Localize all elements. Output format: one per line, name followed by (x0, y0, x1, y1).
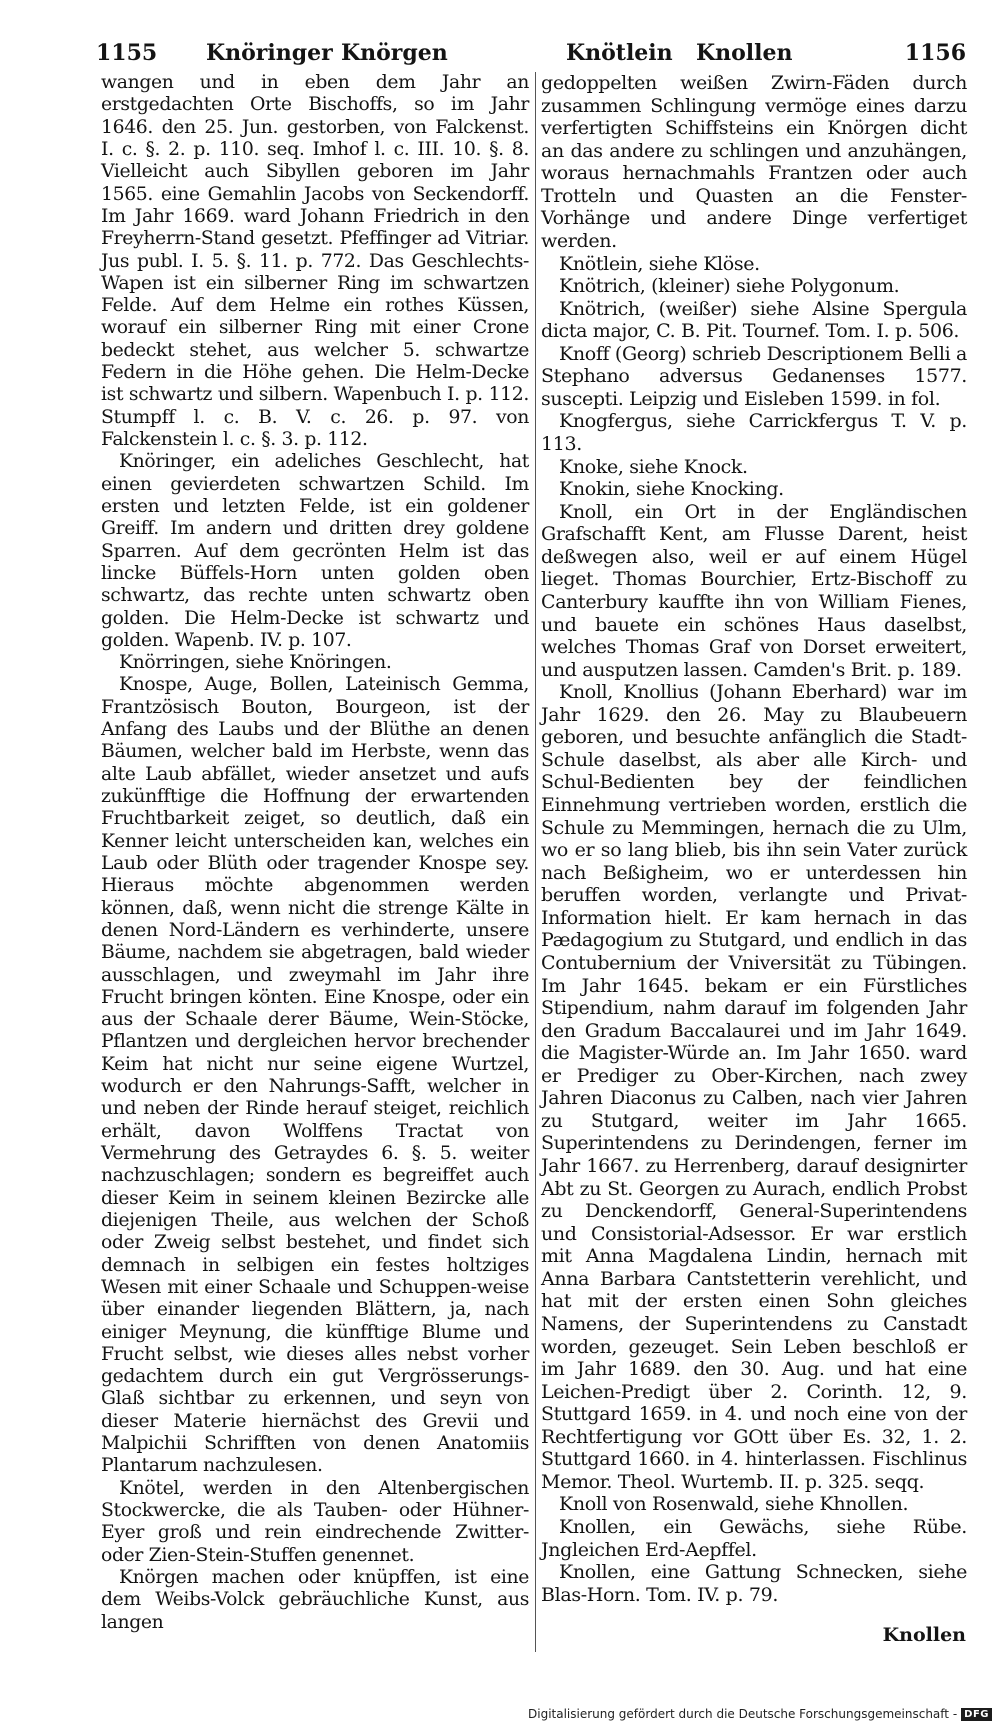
dictionary-entry: Knötlein, siehe Klöse. (559, 252, 760, 275)
footer-credit-text: Digitalisierung gefördert durch die Deutsche Forschungsgemeinschaft - (528, 1707, 958, 1721)
left-column (101, 72, 529, 1634)
running-head-right-1: Knötlein (566, 40, 673, 66)
right-column (541, 72, 967, 1606)
digitization-footer (528, 1707, 992, 1721)
dictionary-entry: Knollen, ein Gewächs, siehe Rübe. Jngleichen Erd-Aepffel. (541, 1516, 967, 1561)
column-divider (535, 72, 536, 1652)
dictionary-entry: Knospe, Auge, Bollen, Lateinisch Gemma, Frantzösisch Bouton, Bourgeon, ist der Anfang des Laubs und der Blüthe an denen Bäumen, welcher bald im Herbste, wenn das alte Laub abfället, wieder ansetzet und aufs zukünfftige die Hoffnung der erwartenden Fruchtbarkeit zeiget, so deutlich, daß ein Kenner leicht unterscheiden kan, welches ein Laub oder Blüth oder tragender Knospe sey. Hieraus möchte abgenommen werden können, daß, wenn nicht die strenge Kälte in denen Nord-Ländern es verhinderte, unsere Bäume, nachdem sie abgetragen, bald wieder ausschlagen, und zweymahl im Jahr ihre Frucht bringen könten. Eine Knospe, oder ein aus der Schaale derer Bäume, Wein-Stöcke, Pflantzen und dergleichen hervor brechender Keim hat nicht nur seine eigene Wurtzel, wodurch er den Nahrungs-Safft, welcher in und neben der Rinde herauf steiget, reichlich erhält, davon Wolffens Tractat von Vermehrung des Getraydes 6. §. 5. weiter nachzuschlagen; sondern es begreiffet auch dieser Keim in seinem kleinen Bezircke alle diejenigen Theile, aus welchen der Schoß oder Zweig selbst bestehet, und findet sich demnach in selbigen ein festes holtziges Wesen mit einer Schaale und Schuppen-weise über einander liegenden Blättern, ja, nach einiger Meynung, die künfftige Blume und Frucht selbst, wie dieses alles nebst vorher gedachtem durch ein gut Vergrösserungs-Glaß sichtbar zu erkennen, und seyn von dieser Materie hiernächst des Grevii und Malpichii Schrifften von denen Anatomiis Plantarum nachzulesen. (101, 674, 529, 1477)
running-head-right-2: Knollen (696, 40, 793, 66)
dictionary-entry: Knötel, werden in den Altenbergischen Stockwercke, die als Tauben- oder Hühner-Eyer groß und rein eindrechende Zwitter- oder Zien-Stein-Stuffen genennet. (101, 1477, 529, 1566)
dictionary-entry: Knoll, ein Ort in der Engländischen Grafschafft Kent, am Flusse Darent, heist deßwegen also, weil er auf einem Hügel lieget. Thomas Bourchier, Ertz-Bischoff zu Canterbury kauffte ihn von William Fienes, und bauete ein schönes Haus daselbst, welches Thomas Graf von Dorset erweitert, und ausputzen lassen. Camden's Brit. p. 189. (541, 500, 967, 681)
page-header (96, 40, 966, 68)
dictionary-entry: Knöringer, ein adeliches Geschlecht, hat einen gevierdeten schwartzen Schild. Im ersten und letzten Felde, ist ein goldener Greiff. Im andern und dritten drey goldene Sparren. Auf dem gecrönten Helm ist das lincke Büffels-Horn unten golden oben schwartz, das rechte unten schwartz oben golden. Die Helm-Decke ist schwartz und golden. Wapenb. IV. p. 107. (101, 451, 529, 651)
dictionary-entry: Knollen, eine Gattung Schnecken, siehe Blas-Horn. Tom. IV. p. 79. (541, 1561, 967, 1606)
dictionary-entry: Knoll von Rosenwald, siehe Khnollen. (559, 1493, 909, 1516)
catchword: Knollen (882, 1624, 966, 1646)
dictionary-entry: Knoke, siehe Knock. (559, 455, 748, 478)
dictionary-entry: Knoff (Georg) schrieb Descriptionem Belli a Stephano adversus Gedanenses 1577. suscepti. Leipzig und Eisleben 1599. in fol. (541, 342, 967, 410)
dictionary-entry: wangen und in eben dem Jahr an erstgedachten Orte Bischoffs, so im Jahr 1646. den 25. Jun. gestorben, von Falckenst. I. c. §. 2. p. 110. seq. Imhof l. c. III. 10. §. 8. Vielleicht auch Sibyllen geboren im Jahr 1565. eine Gemahlin Jacobs von Seckendorff. Im Jahr 1669. ward Johann Friedrich in den Freyherrn-Stand gesetzt. Pfeffinger ad Vitriar. Jus publ. I. 5. §. 11. p. 772. Das Geschlechts-Wapen ist ein silberner Ring im schwartzen Felde. Auf dem Helme ein rothes Küssen, worauf ein silberner Ring mit einer Crone bedeckt stehet, aus welcher 5. schwartze Federn in die Höhe gehen. Die Helm-Decke ist schwartz und silbern. Wapenbuch I. p. 112. Stumpff l. c. B. V. c. 26. p. 97. von Falckenstein l. c. §. 3. p. 112. (101, 72, 529, 450)
dictionary-entry: gedoppelten weißen Zwirn-Fäden durch zusammen Schlingung vermöge eines darzu verfertigten Schiffsteins ein Knörgen dicht an das andere zu schlingen und anzuhängen, woraus hernachmahls Frantzen oder auch Trotteln und Quasten an die Fenster-Vorhänge und andere Dinge verfertiget werden. (541, 72, 967, 252)
dictionary-entry: Knötrich, (weißer) siehe Alsine Spergula dicta major, C. B. Pit. Tournef. Tom. I. p. 506. (541, 297, 967, 343)
dfg-logo-icon: DFG (961, 1708, 992, 1721)
dictionary-entry: Knoll, Knollius (Johann Eberhard) war im Jahr 1629. den 26. May zu Blaubeuern geboren, und besuchte anfänglich die Stadt-Schule daselbst, als aber alle Kirch- und Schul-Bedienten bey der feindlichen Einnehmung vertrieben worden, erstlich die Schule zu Memmingen, hernach die zu Ulm, wo er so lang blieb, bis ihn sein Vater zurück nach Beßigheim, wo er unterdessen hin beruffen worden, verlangte und Privat-Information hielt. Er kam hernach in das Pædagogium zu Stutgard, und endlich in das Contubernium der Vniversität zu Tübingen. Im Jahr 1645. bekam er ein Fürstliches Stipendium, nahm darauf im folgenden Jahr den Gradum Baccalaurei und im Jahr 1649. die Magister-Würde an. Im Jahr 1650. ward er Prediger zu Ober-Kirchen, nach zwey Jahren Diaconus zu Calben, nach vier Jahren zu Stutgard, weiter im Jahr 1665. Superintendens zu Derindengen, ferner im Jahr 1667. zu Herrenberg, darauf designirter Abt zu St. Georgen zu Aurach, endlich Probst zu Denckendorff, General-Superintendens und Consistorial-Adsessor. Er war erstlich mit Anna Magdalena Lindin, hernach mit Anna Barbara Cantstetterin verehlicht, und hat mit der ersten einen Sohn gleiches Namens, der Superintendens zu Canstadt worden, gezeuget. Sein Leben beschloß er im Jahr 1689. den 30. Aug. und hat eine Leichen-Predigt über 2. Corinth. 12, 9. Stuttgard 1659. in 4. und noch eine von der Rechtfertigung vor GOtt über Es. 32, 1. 2. Stuttgard 1660. in 4. hinterlassen. Fischlinus Memor. Theol. Wurtemb. II. p. 325. seqq. (541, 681, 967, 1493)
dictionary-entry: Knörringen, siehe Knöringen. (119, 652, 392, 674)
dictionary-entry: Knokin, siehe Knocking. (559, 478, 784, 501)
dictionary-entry: Knötrich, (kleiner) siehe Polygonum. (559, 275, 900, 298)
running-head-left-1: Knöringer (206, 40, 333, 66)
page-number-left: 1155 (96, 40, 158, 66)
running-head-left-2: Knörgen (341, 40, 448, 66)
dictionary-entry: Knogfergus, siehe Carrickfergus T. V. p. 113. (541, 410, 967, 455)
dictionary-entry: Knörgen machen oder knüpffen, ist eine dem Weibs-Volck gebräuchliche Kunst, aus langen (101, 1566, 529, 1633)
page-number-right: 1156 (904, 40, 966, 66)
